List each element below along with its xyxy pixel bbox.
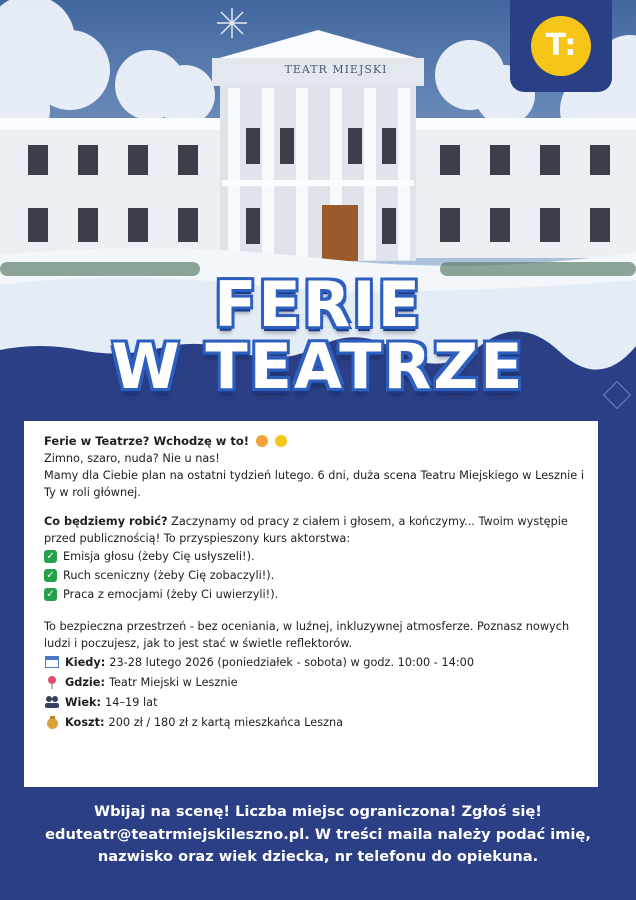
footer-line-3: nazwisko oraz wiek dziecka, nr telefonu do opiekuna. <box>97 848 539 865</box>
logo-badge <box>510 0 612 92</box>
age-value: 14–19 lat <box>105 695 158 709</box>
list-item <box>44 547 598 566</box>
headline-line-2: W TEATRZE <box>111 330 525 403</box>
logo-circle-icon <box>531 16 591 76</box>
age-label: Wiek: <box>65 695 102 709</box>
where-value: Teatr Miejski w Lesznie <box>109 675 238 689</box>
where-label: Gdzie: <box>65 675 105 689</box>
info-age <box>44 692 598 712</box>
card-title <box>44 433 598 450</box>
theatre-masks-icon <box>275 435 287 447</box>
safe-space-paragraph: To bezpieczna przestrzeń - bez oceniania, w luźnej, inkluzywnej atmosferze. Poznasz nowych ludzi i poczujesz, jak to jest stać w świetle reflektorów. <box>44 620 570 650</box>
when-value: 23-28 lutego 2026 (poniedziałek - sobota) w godz. 10:00 - 14:00 <box>109 655 475 669</box>
info-card <box>24 421 598 787</box>
check-icon: ✓ <box>44 588 57 601</box>
pin-icon <box>44 675 60 689</box>
footer-line-2: eduteatr@teatrmiejskileszno.pl. W treści maila należy podać imię, <box>45 825 591 843</box>
what-text: Zaczynamy od pracy z ciałem i głosem, a kończymy... Twoim występie przed publicznością! To przyspieszony kurs aktorstwa: <box>44 515 568 545</box>
headline-line-1: FERIE <box>214 268 422 341</box>
card-title-text: Ferie w Teatrze? Wchodzę w to! <box>44 434 250 448</box>
money-bag-icon <box>44 715 60 729</box>
fire-icon <box>256 435 268 447</box>
footer-call-to-action <box>0 801 636 869</box>
intro-line-1: Zimno, szaro, nuda? Nie u nas! <box>44 452 220 465</box>
list-item <box>44 585 598 604</box>
info-cost <box>44 712 598 732</box>
intro-paragraph <box>44 450 598 501</box>
info-when <box>44 652 598 672</box>
logo-text: T: <box>545 28 577 63</box>
intro-line-2: Mamy dla Ciebie plan na ostatni tydzień lutego. 6 dni, duża scena Teatru Miejskiego w Lesznie i Ty w roli głównej. <box>44 469 584 499</box>
check-icon: ✓ <box>44 550 57 563</box>
what-paragraph <box>44 513 598 547</box>
list-item-text: Praca z emocjami (żeby Ci uwierzyli!). <box>63 588 279 601</box>
check-icon: ✓ <box>44 569 57 582</box>
theatre-sign: TEATR MIEJSKI <box>284 63 388 76</box>
what-label: Co będziemy robić? <box>44 515 168 528</box>
list-item <box>44 566 598 585</box>
cost-label: Koszt: <box>65 715 105 729</box>
cost-value: 200 zł / 180 zł z kartą mieszkańca Leszna <box>108 715 344 729</box>
calendar-icon <box>44 655 60 669</box>
list-item-text: Ruch sceniczny (żeby Cię zobaczyli!). <box>63 569 275 582</box>
when-label: Kiedy: <box>65 655 106 669</box>
info-where <box>44 672 598 692</box>
skills-list <box>44 547 598 604</box>
footer-line-1: Wbijaj na scenę! Liczba miejsc ograniczona! Zgłoś się! <box>94 803 542 820</box>
people-icon <box>44 695 60 709</box>
list-item-text: Emisja głosu (żeby Cię usłyszeli!). <box>63 550 255 563</box>
